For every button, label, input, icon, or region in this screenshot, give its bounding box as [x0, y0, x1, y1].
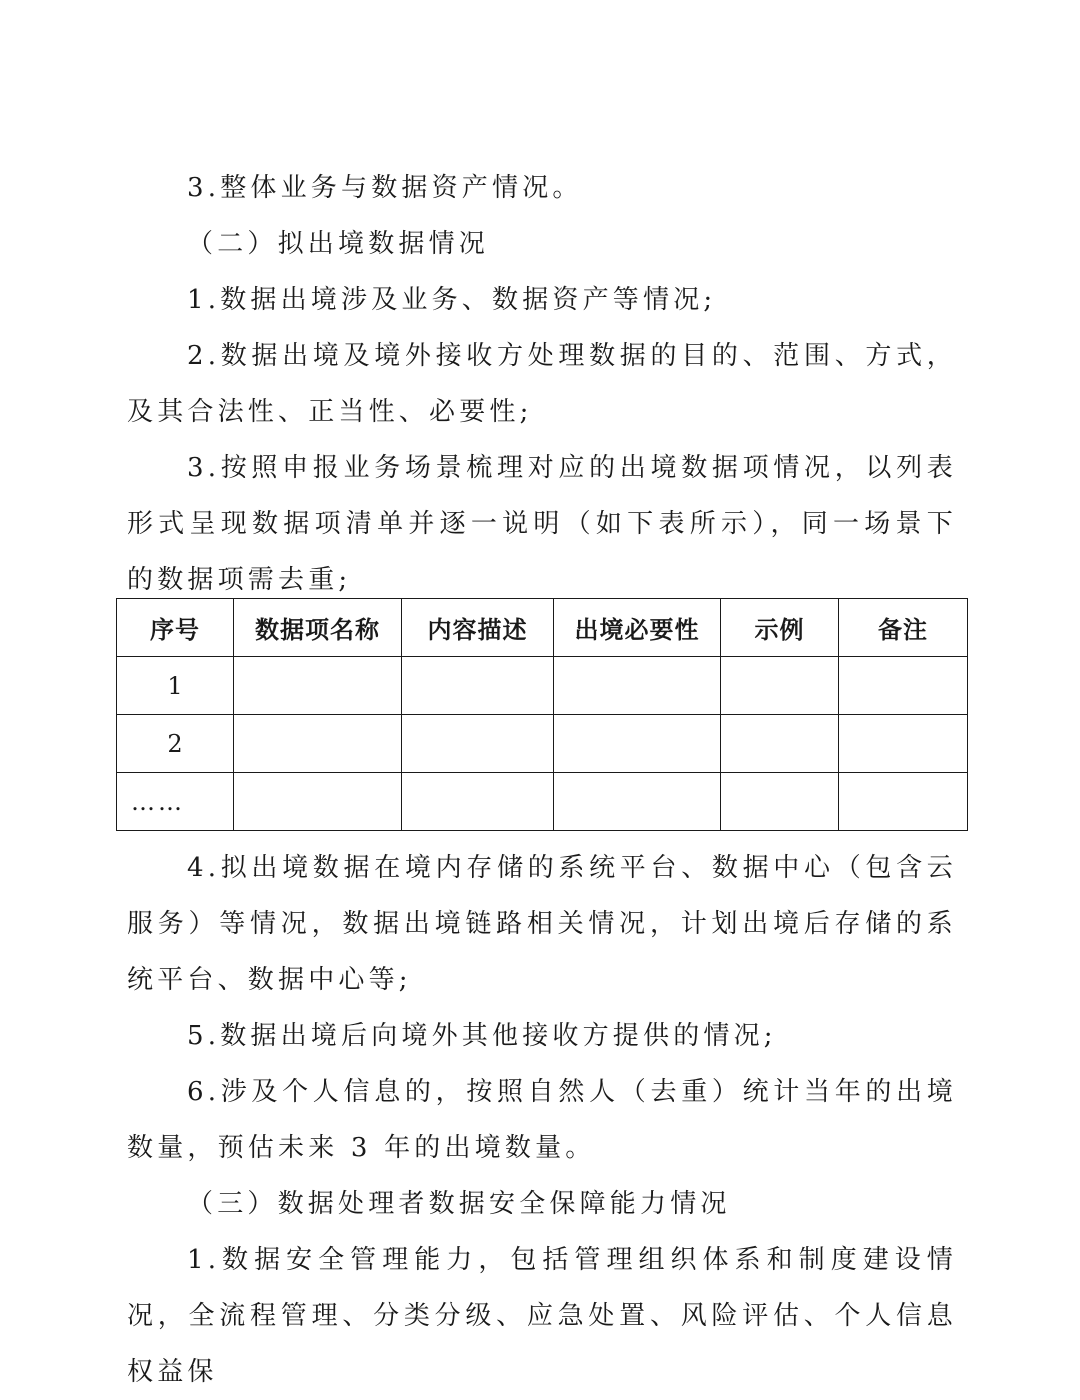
table-cell	[402, 657, 554, 715]
paragraph-item-5: 5.数据出境后向境外其他接收方提供的情况;	[187, 1021, 777, 1051]
table-header-cell: 出境必要性	[554, 599, 721, 657]
section-heading-outbound-data: （二）拟出境数据情况	[187, 229, 490, 259]
paragraph-item-6: 6.涉及个人信息的，按照自然人（去重）统计当年的出境数量，预估未来 3 年的出境数量。	[127, 1077, 957, 1163]
table-row	[117, 773, 968, 831]
table-cell	[721, 715, 839, 773]
data-item-table	[116, 598, 968, 831]
paragraph-business-assets: 3.整体业务与数据资产情况。	[187, 173, 583, 203]
paragraph-item-4: 4.拟出境数据在境内存储的系统平台、数据中心（包含云服务）等情况，数据出境链路相关情况，计划出境后存储的系统平台、数据中心等;	[127, 853, 957, 995]
paragraph-item-3: 3.按照申报业务场景梳理对应的出境数据项情况，以列表形式呈现数据项清单并逐一说明（如下表所示），同一场景下的数据项需去重;	[127, 453, 957, 595]
table-cell	[234, 657, 402, 715]
table-cell	[721, 773, 839, 831]
table-header-cell: 示例	[721, 599, 839, 657]
table-cell	[839, 715, 968, 773]
paragraph-security-item-1: 1.数据安全管理能力，包括管理组织体系和制度建设情况，全流程管理、分类分级、应急处置、风险评估、个人信息权益保	[127, 1245, 957, 1387]
table-cell	[721, 657, 839, 715]
paragraph-item-2: 2.数据出境及境外接收方处理数据的目的、范围、方式，及其合法性、正当性、必要性;	[127, 341, 957, 427]
table-header-row	[117, 599, 968, 657]
table-row	[117, 657, 968, 715]
table-cell	[839, 657, 968, 715]
paragraph-item-1: 1.数据出境涉及业务、数据资产等情况;	[187, 285, 717, 315]
table-cell	[402, 773, 554, 831]
table-header-cell: 备注	[839, 599, 968, 657]
table-header-cell: 序号	[117, 599, 234, 657]
table-cell	[554, 773, 721, 831]
table-header-cell: 内容描述	[402, 599, 554, 657]
table-cell	[554, 657, 721, 715]
table-cell: ……	[117, 773, 234, 831]
table-cell: 1	[117, 657, 234, 715]
table-cell	[839, 773, 968, 831]
table-row	[117, 715, 968, 773]
section-heading-security-capability: （三）数据处理者数据安全保障能力情况	[187, 1189, 731, 1219]
table-cell	[402, 715, 554, 773]
table-cell	[234, 773, 402, 831]
table-cell	[554, 715, 721, 773]
table-cell	[234, 715, 402, 773]
table-header-cell: 数据项名称	[234, 599, 402, 657]
table-cell: 2	[117, 715, 234, 773]
